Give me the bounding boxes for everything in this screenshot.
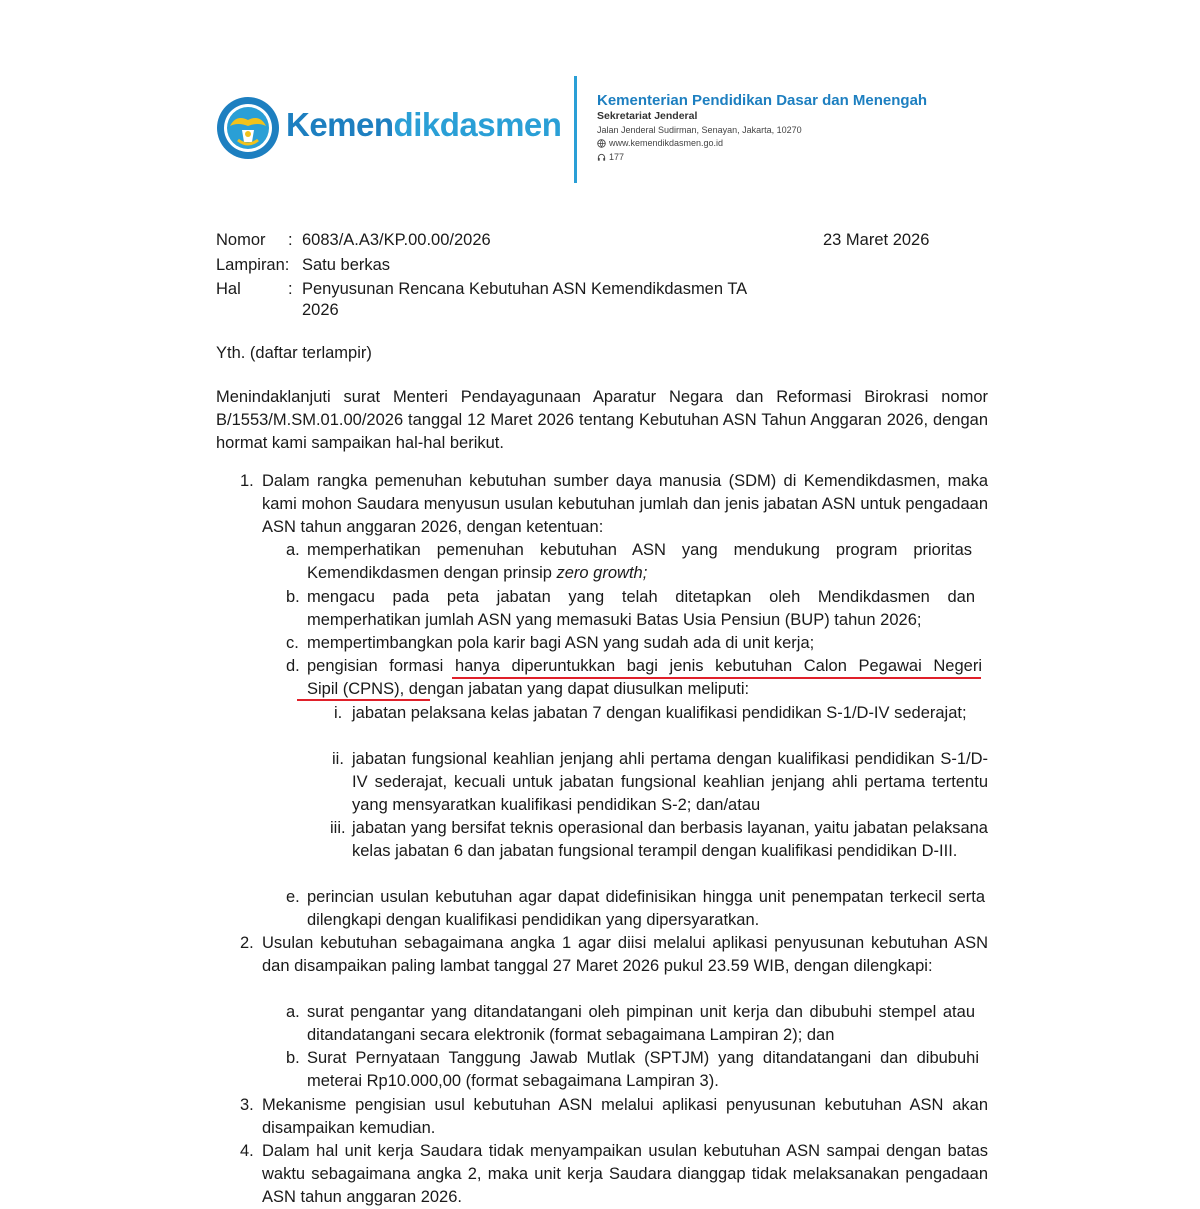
point-4-number: 4. <box>240 1142 254 1160</box>
tut-wuri-handayani-logo <box>216 96 280 160</box>
hal-value-line2: 2026 <box>302 301 339 319</box>
hal-value-line1: Penyusunan Rencana Kebutuhan ASN Kemendikdasmen TA <box>302 280 748 298</box>
point-4-text: Dalam hal unit kerja Saudara tidak menyampaikan usulan kebutuhan ASN sampai dengan batas waktu sebagaimana angka 2, maka unit kerja Saudara dianggap tidak melaksanakan pengadaan ASN tahun anggaran 2026. <box>262 1142 988 1206</box>
point-1b-label: b. <box>286 588 300 606</box>
phone-row <box>597 152 624 162</box>
nomor-label: Nomor <box>216 231 266 249</box>
point-2-number: 2. <box>240 934 254 952</box>
point-1d-i-text: jabatan pelaksana kelas jabatan 7 dengan kualifikasi pendidikan S-1/D-IV sederajat; <box>352 704 967 722</box>
point-3-text: Mekanisme pengisian usul kebutuhan ASN melalui aplikasi penyusunan kebutuhan ASN akan disampaikan kemudian. <box>262 1096 988 1137</box>
point-2b-text: Surat Pernyataan Tanggung Jawab Mutlak (SPTJM) yang ditandatangani dan dibubuhi meterai Rp10.000,00 (format sebagaimana Lampiran 3). <box>307 1049 979 1090</box>
lampiran-label: Lampiran: <box>216 256 290 274</box>
website-row <box>597 138 723 148</box>
point-1d-i-label: i. <box>334 704 343 722</box>
recipient: Yth. (daftar terlampir) <box>216 344 372 362</box>
point-2b-label: b. <box>286 1049 300 1067</box>
hal-label: Hal <box>216 280 241 298</box>
lampiran-value: Satu berkas <box>302 256 391 274</box>
point-1-number: 1. <box>240 472 254 490</box>
point-1e-text: perincian usulan kebutuhan agar dapat didefinisikan hingga unit penempatan terkecil serta dilengkapi dengan kualifikasi pendidikan yang dipersyaratkan. <box>307 888 985 929</box>
unit-name: Sekretariat Jenderal <box>597 110 698 122</box>
point-1d-line2: Sipil (CPNS), dengan jabatan yang dapat diusulkan meliputi: <box>307 680 750 698</box>
point-1d-label: d. <box>286 657 300 675</box>
point-1c-label: c. <box>286 634 299 652</box>
nomor-colon: : <box>288 231 293 249</box>
point-1a-italic: zero growth; <box>556 564 648 582</box>
brand-wordmark: Kemendikdasmen <box>286 106 562 143</box>
letter-date: 23 Maret 2026 <box>823 231 930 249</box>
point-2a-label: a. <box>286 1003 300 1021</box>
hal-colon: : <box>288 280 293 298</box>
point-3-number: 3. <box>240 1096 254 1114</box>
headset-icon <box>597 153 606 162</box>
point-1d-iii-text: jabatan yang bersifat teknis operasional dan berbasis layanan, yaitu jabatan pelaksana kelas jabatan 6 dan jabatan fungsional terampil dengan kualifikasi pendidikan D-III. <box>352 819 988 860</box>
point-1-text: Dalam rangka pemenuhan kebutuhan sumber daya manusia (SDM) di Kemendikdasmen, maka kami mohon Saudara menyusun usulan kebutuhan jumlah dan jenis jabatan ASN untuk pengadaan ASN tahun anggaran 2026, dengan ketentuan: <box>262 472 988 536</box>
point-1a-text: memperhatikan pemenuhan kebutuhan ASN yang mendukung program prioritas Kemendikdasmen dengan prinsip zero growth; <box>307 541 972 582</box>
highlight-underline-2 <box>297 699 430 701</box>
highlight-underline-1 <box>452 677 981 679</box>
point-1d-ii-label: ii. <box>332 750 344 768</box>
point-1d-iii-label: iii. <box>330 819 346 837</box>
point-2-text: Usulan kebutuhan sebagaimana angka 1 agar diisi melalui aplikasi penyusunan kebutuhan ASN dan disampaikan paling lambat tanggal 27 Maret 2026 pukul 23.59 WIB, dengan dilengkapi: <box>262 934 988 975</box>
letterhead-divider <box>574 76 577 183</box>
point-1d-line1: pengisian formasi hanya diperuntukkan bagi jenis kebutuhan Calon Pegawai Negeri <box>307 657 982 675</box>
globe-icon <box>597 139 606 148</box>
phone-number: 177 <box>609 152 625 162</box>
point-1c-text: mempertimbangkan pola karir bagi ASN yang sudah ada di unit kerja; <box>307 634 815 652</box>
address: Jalan Jenderal Sudirman, Senayan, Jakarta, 10270 <box>597 125 802 135</box>
point-1e-label: e. <box>286 888 300 906</box>
intro-paragraph: Menindaklanjuti surat Menteri Pendayagunaan Aparatur Negara dan Reformasi Birokrasi nomor B/1553/M.SM.01.00/2026 tanggal 12 Maret 2026 tentang Kebutuhan ASN Tahun Anggaran 2026, dengan hormat kami sampaikan hal-hal berikut. <box>216 388 988 452</box>
point-1b-text: mengacu pada peta jabatan yang telah ditetapkan oleh Mendikdasmen dan memperhatikan jumlah ASN yang memasuki Batas Usia Pensiun (BUP) tahun 2026; <box>307 588 975 629</box>
ministry-name: Kementerian Pendidikan Dasar dan Menengah <box>597 92 928 109</box>
point-2a-text: surat pengantar yang ditandatangani oleh pimpinan unit kerja dan dibubuhi stempel atau ditandatangani secara elektronik (format sebagaimana Lampiran 2); dan <box>307 1003 975 1044</box>
nomor-value: 6083/A.A3/KP.00.00/2026 <box>302 231 491 249</box>
point-1d-ii-text: jabatan fungsional keahlian jenjang ahli pertama dengan kualifikasi pendidikan S-1/D-IV sederajat, kecuali untuk jabatan fungsional keahlian jenjang ahli pertama tertentu yang mensyaratkan kualifikasi pendidikan S-2; dan/atau <box>352 750 988 814</box>
point-1a-label: a. <box>286 541 300 559</box>
website-link[interactable]: www.kemendikdasmen.go.id <box>609 138 724 148</box>
